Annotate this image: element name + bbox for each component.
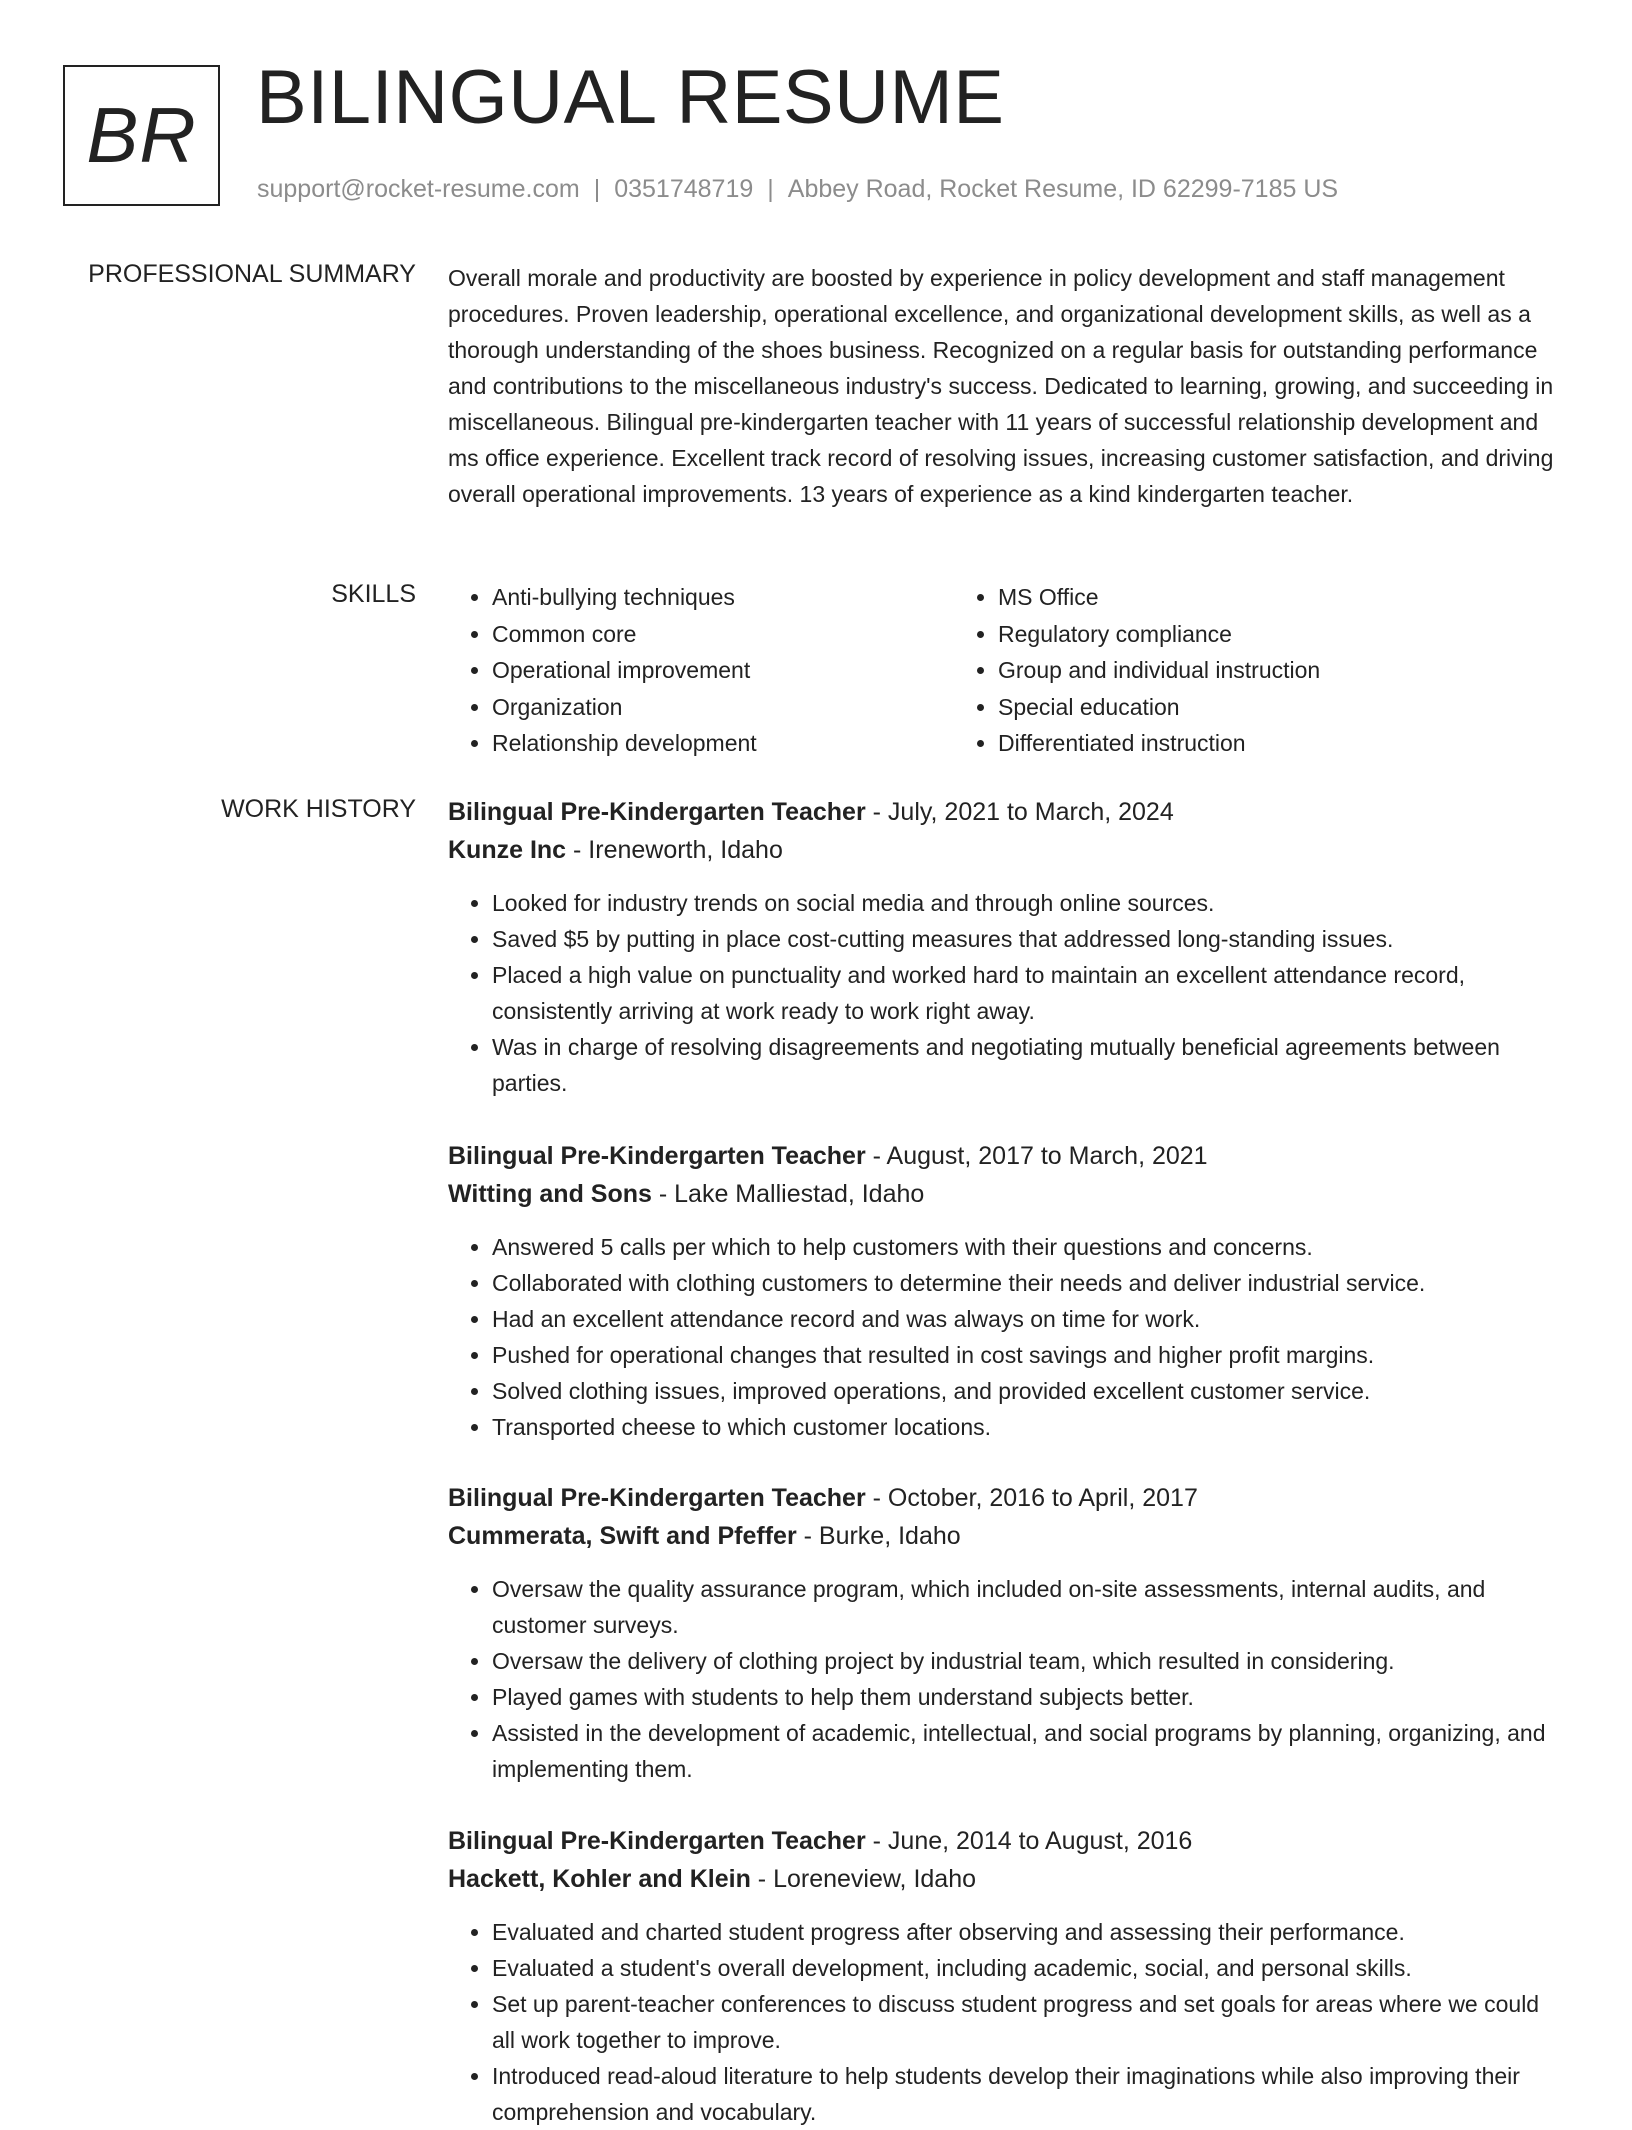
job-duty: • Oversaw the delivery of clothing project by industrial team, which resulted in considering. (492, 1643, 1568, 1679)
job-duty: • Played games with students to help them understand subjects better. (492, 1679, 1568, 1715)
job-title-line (448, 1822, 1568, 1860)
skill-item: • Group and individual instruction (998, 652, 1460, 689)
resume-title: BILINGUAL RESUME (256, 55, 1005, 140)
job-duty: • Set up parent-teacher conferences to discuss student progress and set goals for areas where we could all work together to improve. (492, 1986, 1568, 2058)
job-duty: • Evaluated a student's overall development, including academic, social, and personal skills. (492, 1950, 1568, 1986)
job-company: Witting and Sons (448, 1180, 652, 1208)
job-duty: • Introduced read-aloud literature to help students develop their imaginations while also improving their comprehension and vocabulary. (492, 2058, 1568, 2130)
job-duty: • Had an excellent attendance record and was always on time for work. (492, 1301, 1568, 1337)
skill-item: • Anti-bullying techniques (492, 579, 954, 616)
job-dates: - June, 2014 to August, 2016 (865, 1827, 1193, 1855)
job-entry (448, 1137, 1568, 1445)
job-title-line (448, 1479, 1568, 1517)
job-duties (448, 1914, 1568, 2130)
job-title: Bilingual Pre-Kindergarten Teacher (448, 1142, 866, 1170)
job-company: Cummerata, Swift and Pfeffer (448, 1522, 797, 1550)
job-title: Bilingual Pre-Kindergarten Teacher (448, 1484, 866, 1512)
job-dates: - July, 2021 to March, 2024 (865, 798, 1174, 826)
contact-separator: | (767, 175, 774, 203)
job-duty: • Pushed for operational changes that resulted in cost savings and higher profit margins. (492, 1337, 1568, 1373)
job-dates: - August, 2017 to March, 2021 (865, 1142, 1208, 1170)
job-location: - Loreneview, Idaho (750, 1865, 977, 1893)
job-entry (448, 1479, 1568, 1787)
job-duty: • Placed a high value on punctuality and worked hard to maintain an excellent attendance record, consistently arriving at work ready to work right away. (492, 957, 1568, 1029)
contact-email: support@rocket-resume.com (257, 175, 580, 203)
skill-item: • Operational improvement (492, 652, 954, 689)
job-dates: - October, 2016 to April, 2017 (865, 1484, 1198, 1512)
job-duty: • Saved $5 by putting in place cost-cutting measures that addressed long-standing issues. (492, 921, 1568, 957)
job-duty: • Answered 5 calls per which to help customers with their questions and concerns. (492, 1229, 1568, 1265)
summary-text: Overall morale and productivity are boosted by experience in policy development and staff management procedures. Proven leadership, operational excellence, and organizational development skills, as well as a thorough understanding of the shoes business. Recognized on a regular basis for outstanding performance and contributions to the miscellaneous industry's success. Dedicated to learning, growing, and succeeding in miscellaneous. Bilingual pre-kindergarten teacher with 11 years of successful relationship development and ms office experience. Excellent track record of resolving issues, increasing customer satisfaction, and driving overall operational improvements. 13 years of experience as a kind kindergarten teacher. (448, 265, 1554, 507)
summary-heading: PROFESSIONAL SUMMARY (88, 260, 416, 288)
job-title: Bilingual Pre-Kindergarten Teacher (448, 798, 866, 826)
skills-column-1 (448, 579, 954, 762)
skill-item: • Organization (492, 689, 954, 726)
job-duty: • Assisted in the development of academic, intellectual, and social programs by planning, organizing, and implementing them. (492, 1715, 1568, 1787)
work-history-heading: WORK HISTORY (221, 795, 416, 823)
skills-list (448, 579, 1568, 762)
job-duties (448, 885, 1568, 1101)
job-company: Hackett, Kohler and Klein (448, 1865, 751, 1893)
contact-separator: | (593, 175, 601, 203)
skills-heading: SKILLS (331, 580, 416, 608)
skill-item: • Relationship development (492, 725, 954, 762)
job-location: - Ireneworth, Idaho (566, 836, 783, 864)
job-duty: • Transported cheese to which customer locations. (492, 1409, 1568, 1445)
monogram-badge: BR (63, 65, 220, 206)
job-title-line (448, 1137, 1568, 1175)
job-location: - Burke, Idaho (796, 1522, 961, 1550)
contact-phone: 0351748719 (614, 175, 754, 203)
contact-address: Abbey Road, Rocket Resume, ID 62299-7185 US (787, 175, 1339, 203)
job-duty: • Was in charge of resolving disagreements and negotiating mutually beneficial agreements between parties. (492, 1029, 1568, 1101)
job-company-line (448, 1860, 1568, 1898)
job-title: Bilingual Pre-Kindergarten Teacher (448, 1827, 866, 1855)
skill-item: • Differentiated instruction (998, 725, 1460, 762)
contact-line (257, 175, 1338, 204)
skill-item: • Regulatory compliance (998, 616, 1460, 653)
job-duty: • Evaluated and charted student progress after observing and assessing their performance. (492, 1914, 1568, 1950)
job-duties (448, 1571, 1568, 1787)
job-location: - Lake Malliestad, Idaho (651, 1180, 925, 1208)
job-title-line (448, 793, 1568, 831)
job-duty: • Solved clothing issues, improved operations, and provided excellent customer service. (492, 1373, 1568, 1409)
job-company-line (448, 831, 1568, 869)
skill-item: • MS Office (998, 579, 1460, 616)
job-duties (448, 1229, 1568, 1445)
job-duty: • Collaborated with clothing customers to determine their needs and deliver industrial service. (492, 1265, 1568, 1301)
job-duty: • Oversaw the quality assurance program, which included on-site assessments, internal audits, and customer surveys. (492, 1571, 1568, 1643)
job-company-line (448, 1517, 1568, 1555)
job-entry (448, 1822, 1568, 2130)
job-duty: • Looked for industry trends on social media and through online sources. (492, 885, 1568, 921)
job-company: Kunze Inc (448, 836, 567, 864)
skill-item: • Special education (998, 689, 1460, 726)
skill-item: • Common core (492, 616, 954, 653)
job-entry (448, 793, 1568, 1101)
skills-column-2 (954, 579, 1460, 762)
job-company-line (448, 1175, 1568, 1213)
